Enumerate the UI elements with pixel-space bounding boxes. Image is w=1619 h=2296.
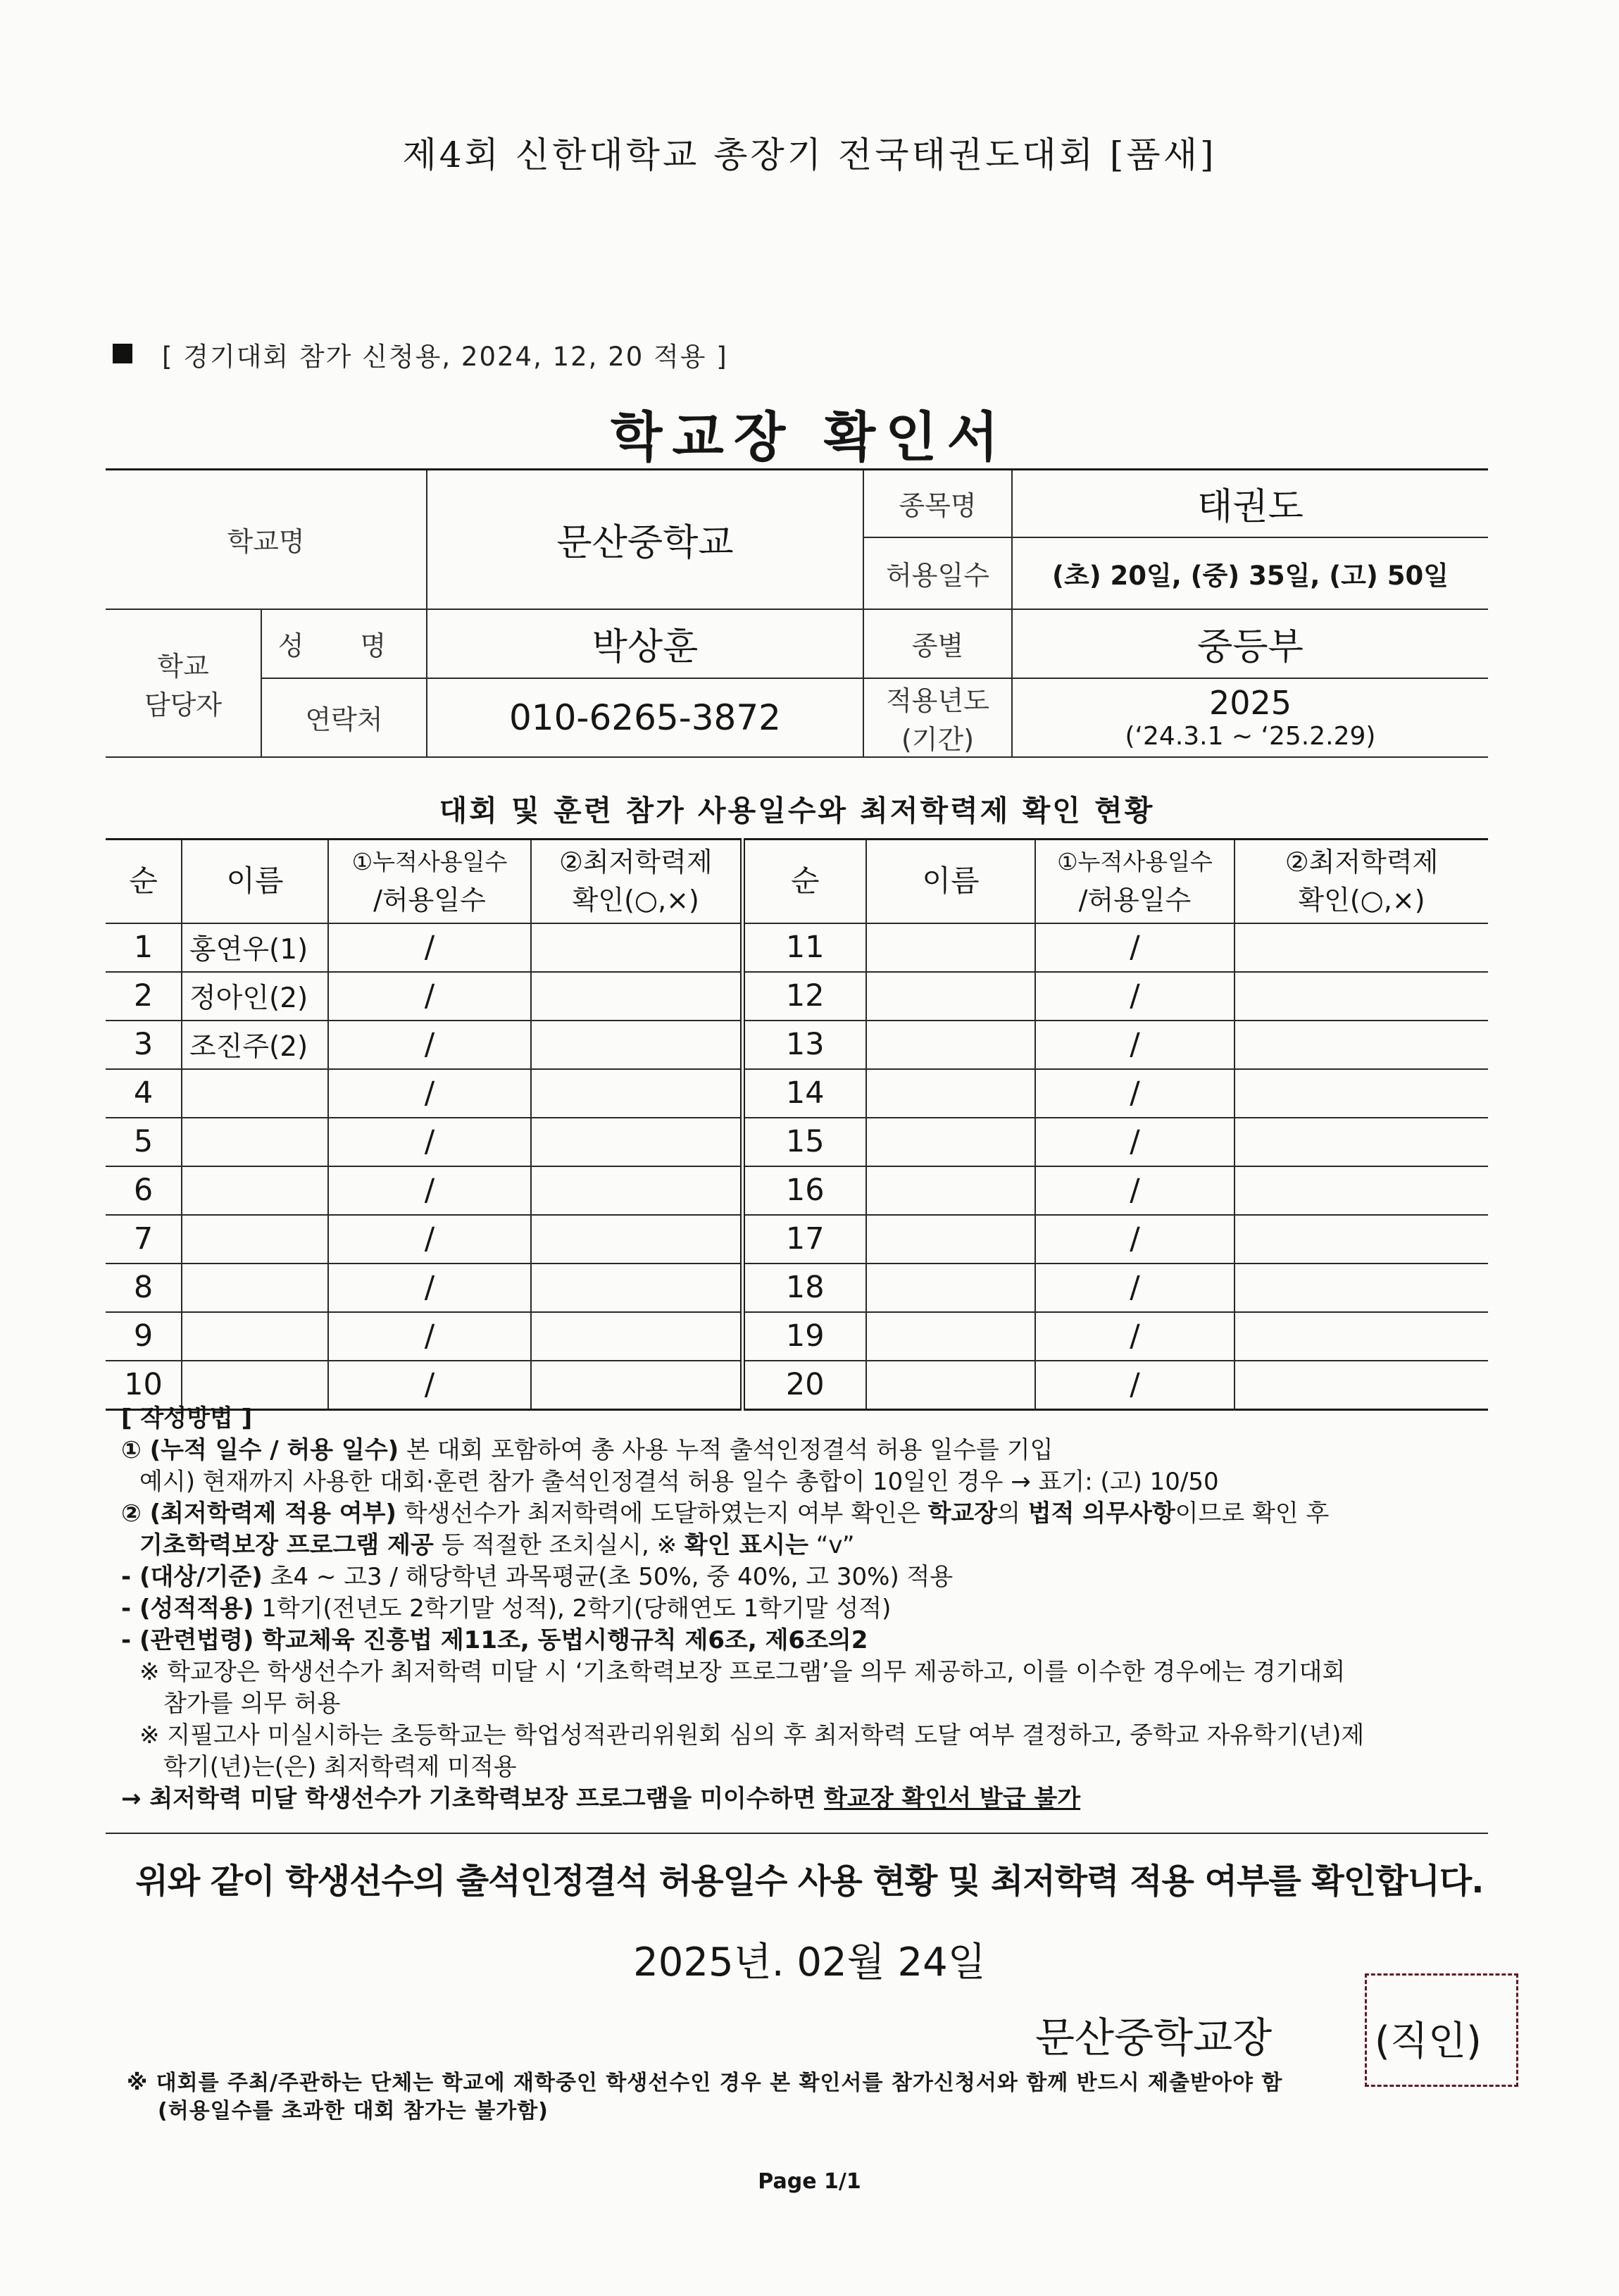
row-name-right xyxy=(866,923,1035,972)
row-check-left xyxy=(531,1312,742,1361)
table-row xyxy=(106,1361,1488,1410)
row-name-left xyxy=(182,1312,328,1361)
col-header-days-right xyxy=(1035,840,1234,923)
table-row xyxy=(106,1264,1488,1312)
row-name-right xyxy=(866,1021,1035,1069)
instruction-target-text: 초4 ~ 고3 / 해당학년 과목평균(초 50%, 중 40%, 고 30%) 적용 xyxy=(262,1563,954,1591)
table-row xyxy=(106,1215,1488,1264)
contact-group-label-line1: 학교 xyxy=(157,650,209,682)
instruction-grade-key: - (성적적용) xyxy=(121,1595,254,1623)
principal-title: 문산중학교장 xyxy=(1035,2014,1273,2061)
table-row xyxy=(106,1021,1488,1069)
col-header-check-right xyxy=(1234,840,1488,923)
row-no-left: 7 xyxy=(106,1215,182,1264)
instruction-item-2-text-c: 의 xyxy=(997,1499,1028,1528)
row-days-right: / xyxy=(1035,1215,1234,1264)
school-name-value: 문산중학교 xyxy=(427,470,863,609)
school-info-table xyxy=(106,468,1488,758)
apply-year-cell xyxy=(1012,678,1488,757)
col-header-name-left: 이름 xyxy=(182,840,328,923)
row-no-right: 12 xyxy=(742,972,866,1021)
row-days-left: / xyxy=(328,1264,531,1312)
row-name-right xyxy=(866,1361,1035,1410)
school-name-label: 학교명 xyxy=(106,470,427,609)
instruction-grade xyxy=(121,1593,1501,1625)
bullet-square-icon xyxy=(113,344,132,363)
row-name-left xyxy=(182,1118,328,1166)
footnote-line2: (허용일수를 초과한 대회 참가는 불가함) xyxy=(158,2099,549,2123)
row-name-left: 정아인(2) xyxy=(182,972,328,1021)
table-row xyxy=(106,1118,1488,1166)
row-no-left: 2 xyxy=(106,972,182,1021)
row-days-right: / xyxy=(1035,1264,1234,1312)
col-header-days-left-line2: /허용일수 xyxy=(373,885,486,916)
row-days-right: / xyxy=(1035,1118,1234,1166)
row-check-left xyxy=(531,1166,742,1215)
instruction-note-2-cont: 학기(년)는(은) 최저학력제 미적용 xyxy=(163,1753,517,1781)
instruction-item-2-text-a: 학생선수가 최저학력에 도달하였는지 여부 확인은 xyxy=(396,1499,928,1528)
row-no-right: 20 xyxy=(742,1361,866,1410)
row-check-right xyxy=(1234,972,1488,1021)
contact-phone-value: 010-6265-3872 xyxy=(427,678,863,757)
row-check-right xyxy=(1234,1166,1488,1215)
row-check-left xyxy=(531,1021,742,1069)
row-no-left: 3 xyxy=(106,1021,182,1069)
contact-name-value: 박상훈 xyxy=(427,609,863,678)
row-no-right: 14 xyxy=(742,1069,866,1118)
row-check-left xyxy=(531,1069,742,1118)
event-title: 제4회 신한대학교 총장기 전국태권도대회 [품새] xyxy=(402,135,1217,175)
row-days-right: / xyxy=(1035,1312,1234,1361)
row-check-right xyxy=(1234,1118,1488,1166)
instruction-arrow-line xyxy=(121,1783,1501,1815)
contact-group-label-line2: 담당자 xyxy=(144,689,223,720)
apply-year-label-line1: 적용년도 xyxy=(886,685,989,716)
row-days-left: / xyxy=(328,1069,531,1118)
col-header-check-left-line1: ②최저학력제 xyxy=(558,847,713,878)
contact-group-label xyxy=(106,609,261,757)
instruction-item-2-key: ② (최저학력제 적용 여부) xyxy=(121,1499,396,1528)
instruction-item-1-example: 예시) 현재까지 사용한 대회·훈련 참가 출석인정결석 허용 일수 총합이 10일인 경우 → 표기: (고) 10/50 xyxy=(139,1468,1219,1496)
contact-phone-label: 연락처 xyxy=(261,678,427,757)
page-number: Page 1/1 xyxy=(758,2169,861,2194)
row-no-right: 19 xyxy=(742,1312,866,1361)
row-name-left xyxy=(182,1069,328,1118)
apply-period-value: (‘24.3.1 ~ ‘25.2.29) xyxy=(1125,722,1376,751)
row-check-left xyxy=(531,972,742,1021)
row-name-left xyxy=(182,1166,328,1215)
row-days-right: / xyxy=(1035,1021,1234,1069)
instructions xyxy=(121,1403,1501,1815)
col-header-name-right: 이름 xyxy=(866,840,1035,923)
instruction-item-2-text-e: 이므로 확인 후 xyxy=(1175,1499,1330,1528)
instruction-note-1-cont: 참가를 의무 허용 xyxy=(163,1690,341,1718)
instruction-item-2-text-b: 학교장 xyxy=(927,1499,998,1528)
instruction-target-key: - (대상/기준) xyxy=(121,1563,263,1591)
divider xyxy=(106,1833,1488,1834)
instruction-note-1: ※ 학교장은 학생선수가 최저학력 미달 시 ‘기초학력보장 프로그램’을 의무 제공하고, 이를 이수한 경우에는 경기대회 xyxy=(139,1658,1346,1686)
row-days-left: / xyxy=(328,1312,531,1361)
row-check-left xyxy=(531,1118,742,1166)
instruction-target xyxy=(121,1561,1501,1593)
row-no-right: 17 xyxy=(742,1215,866,1264)
col-header-days-right-line1: ①누적사용일수 xyxy=(1057,848,1213,876)
row-days-left: / xyxy=(328,1166,531,1215)
confirmation-statement: 위와 같이 학생선수의 출석인정결석 허용일수 사용 현황 및 최저학력 적용 여부를 확인합니다. xyxy=(135,1861,1484,1901)
apply-year-label-line2: (기간) xyxy=(901,723,975,755)
row-no-left: 6 xyxy=(106,1166,182,1215)
col-header-days-right-line2: /허용일수 xyxy=(1078,885,1192,916)
row-no-right: 16 xyxy=(742,1166,866,1215)
row-no-right: 15 xyxy=(742,1118,866,1166)
row-check-left xyxy=(531,1264,742,1312)
row-name-right xyxy=(866,972,1035,1021)
table-row xyxy=(106,1166,1488,1215)
col-header-no-right: 순 xyxy=(742,840,866,923)
division-value: 중등부 xyxy=(1012,609,1488,678)
row-days-left: / xyxy=(328,1118,531,1166)
col-header-check-left xyxy=(531,840,742,923)
row-no-left: 10 xyxy=(106,1361,182,1410)
col-header-days-left-line1: ①누적사용일수 xyxy=(351,848,508,876)
footnote-line1: ※ 대회를 주최/주관하는 단체는 학교에 재학중인 학생선수인 경우 본 확인서를 참가신청서와 함께 반드시 제출받아야 함 xyxy=(127,2071,1283,2095)
row-name-right xyxy=(866,1118,1035,1166)
apply-year-value: 2025 xyxy=(1208,684,1292,722)
instruction-item-2 xyxy=(121,1498,1501,1530)
row-check-left xyxy=(531,923,742,972)
table-row xyxy=(106,1312,1488,1361)
instruction-item-2-line2-text: 등 적절한 조치실시, ※ xyxy=(433,1531,685,1559)
row-check-right xyxy=(1234,1312,1488,1361)
apply-year-label xyxy=(863,678,1012,757)
row-days-left: / xyxy=(328,1021,531,1069)
instruction-item-2-line2-mark: “v” xyxy=(808,1531,855,1559)
row-no-left: 9 xyxy=(106,1312,182,1361)
row-check-right xyxy=(1234,1021,1488,1069)
instruction-arrow-text: → 최저학력 미달 학생선수가 기초학력보장 프로그램을 미이수하면 xyxy=(121,1785,825,1813)
division-label: 종별 xyxy=(863,609,1012,678)
footnote xyxy=(127,2069,1507,2126)
row-no-right: 11 xyxy=(742,923,866,972)
row-no-left: 4 xyxy=(106,1069,182,1118)
row-days-right: / xyxy=(1035,1069,1234,1118)
roster-table xyxy=(106,838,1488,1411)
row-days-right: / xyxy=(1035,1166,1234,1215)
roster-section-title: 대회 및 훈련 참가 사용일수와 최저학력제 확인 현황 xyxy=(439,794,1155,828)
row-days-left: / xyxy=(328,1215,531,1264)
instruction-arrow-underlined: 학교장 확인서 발급 불가 xyxy=(824,1785,1081,1813)
row-check-left xyxy=(531,1361,742,1410)
row-name-left xyxy=(182,1361,328,1410)
row-days-right: / xyxy=(1035,923,1234,972)
row-no-left: 5 xyxy=(106,1118,182,1166)
row-name-left xyxy=(182,1264,328,1312)
allowed-days-label: 허용일수 xyxy=(863,537,1012,609)
table-row xyxy=(106,972,1488,1021)
instruction-item-1 xyxy=(121,1435,1501,1466)
col-header-check-right-line1: ②최저학력제 xyxy=(1284,847,1439,878)
col-header-days-left xyxy=(328,840,531,923)
row-name-right xyxy=(866,1215,1035,1264)
row-check-right xyxy=(1234,1215,1488,1264)
seal-label: (직인) xyxy=(1375,2019,1482,2064)
instruction-law: - (관련법령) 학교체육 진흥법 제11조, 동법시행규칙 제6조, 제6조의2 xyxy=(121,1626,868,1654)
row-name-left xyxy=(182,1215,328,1264)
row-days-left: / xyxy=(328,923,531,972)
table-row xyxy=(106,1069,1488,1118)
row-check-right xyxy=(1234,923,1488,972)
instruction-item-2-text-d: 법적 의무사항 xyxy=(1027,1499,1175,1528)
row-name-right xyxy=(866,1312,1035,1361)
row-no-left: 8 xyxy=(106,1264,182,1312)
col-header-check-left-line2: 확인(○,×) xyxy=(572,885,699,916)
row-no-right: 13 xyxy=(742,1021,866,1069)
row-name-right xyxy=(866,1264,1035,1312)
row-days-right: / xyxy=(1035,1361,1234,1410)
notice-line: [ 경기대회 참가 신청용, 2024, 12, 20 적용 ] xyxy=(162,342,728,372)
col-header-check-right-line2: 확인(○,×) xyxy=(1298,885,1425,916)
allowed-days-value: (초) 20일, (중) 35일, (고) 50일 xyxy=(1012,537,1488,609)
contact-name-label: 성 명 xyxy=(261,609,427,678)
col-header-no-left: 순 xyxy=(106,840,182,923)
instructions-heading: [ 작성방법 ] xyxy=(121,1404,253,1433)
row-days-right: / xyxy=(1035,972,1234,1021)
row-check-right xyxy=(1234,1264,1488,1312)
row-name-left: 홍연우(1) xyxy=(182,923,328,972)
issue-date: 2025년. 02월 24일 xyxy=(633,1940,986,1985)
row-name-right xyxy=(866,1166,1035,1215)
instruction-item-1-key: ① (누적 일수 / 허용 일수) xyxy=(121,1436,399,1464)
row-name-left: 조진주(2) xyxy=(182,1021,328,1069)
instruction-grade-text: 1학기(전년도 2학기말 성적), 2학기(당해연도 1학기말 성적) xyxy=(254,1595,892,1623)
row-check-left xyxy=(531,1215,742,1264)
instruction-note-2: ※ 지필고사 미실시하는 초등학교는 학업성적관리위원회 심의 후 최저학력 도달 여부 결정하고, 중학교 자유학기(년)제 xyxy=(139,1721,1365,1749)
row-name-right xyxy=(866,1069,1035,1118)
instruction-item-2-line2-key: 기초학력보장 프로그램 제공 xyxy=(139,1531,434,1559)
document-title: 학교장 확인서 xyxy=(611,406,1008,468)
row-days-left: / xyxy=(328,1361,531,1410)
table-row xyxy=(106,923,1488,972)
instruction-item-1-text: 본 대회 포함하여 총 사용 누적 출석인정결석 허용 일수를 기입 xyxy=(399,1436,1054,1464)
sport-label: 종목명 xyxy=(863,470,1012,537)
row-check-right xyxy=(1234,1069,1488,1118)
instruction-item-2-line2 xyxy=(121,1530,1501,1561)
sport-value: 태권도 xyxy=(1012,470,1488,537)
row-no-left: 1 xyxy=(106,923,182,972)
row-days-left: / xyxy=(328,972,531,1021)
instruction-item-2-line2-key2: 확인 표시는 xyxy=(684,1531,808,1559)
row-check-right xyxy=(1234,1361,1488,1410)
row-no-right: 18 xyxy=(742,1264,866,1312)
